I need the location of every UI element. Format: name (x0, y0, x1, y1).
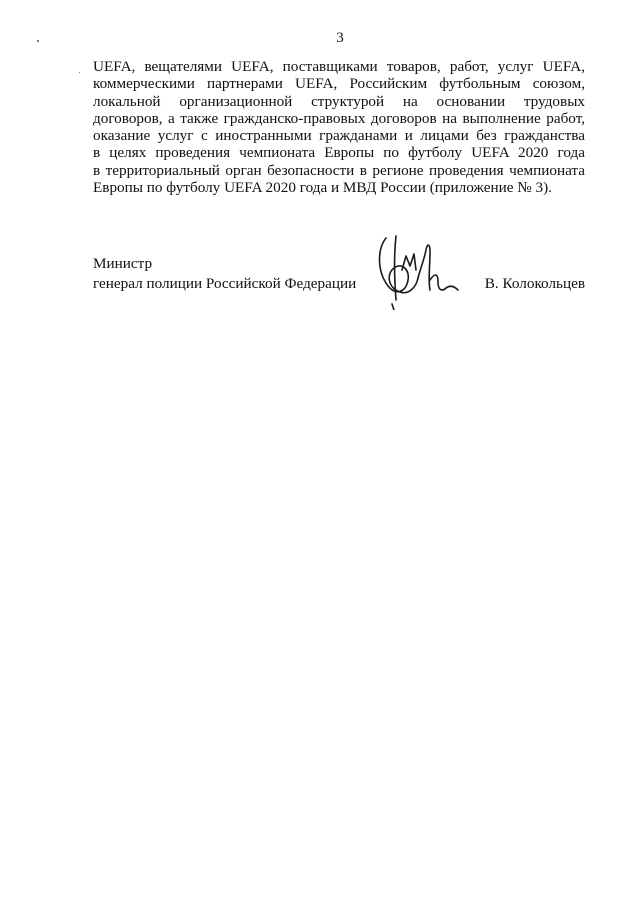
body-line: Европы по футболу UEFA 2020 года и МВД России (приложение № 3). (93, 179, 552, 197)
body-line: оказание услуг с иностранными гражданами и лицами без гражданства (93, 127, 585, 145)
body-line: в территориальный орган безопасности в регионе проведения чемпионата (93, 161, 585, 179)
page-number: 3 (336, 30, 344, 46)
scan-speck (79, 72, 80, 73)
body-line: коммерческими партнерами UEFA, Российским футбольным союзом, (93, 75, 585, 93)
signatory-name: В. Колокольцев (484, 275, 585, 292)
scan-speck (37, 40, 39, 42)
signatory-title: Министр (93, 255, 153, 272)
signatory-rank: генерал полиции Российской Федерации (93, 275, 357, 292)
body-line: локальной организационной структурой на основании трудовых (93, 92, 585, 110)
body-line: договоров, а также гражданско-правовых договоров на выполнение работ, (93, 109, 585, 127)
body-paragraph (93, 58, 585, 196)
body-line: в целях проведения чемпионата Европы по футболу UEFA 2020 года (93, 144, 585, 162)
handwritten-signature (372, 230, 462, 310)
body-line: UEFA, вещателями UEFA, поставщиками товаров, работ, услуг UEFA, (93, 58, 585, 75)
